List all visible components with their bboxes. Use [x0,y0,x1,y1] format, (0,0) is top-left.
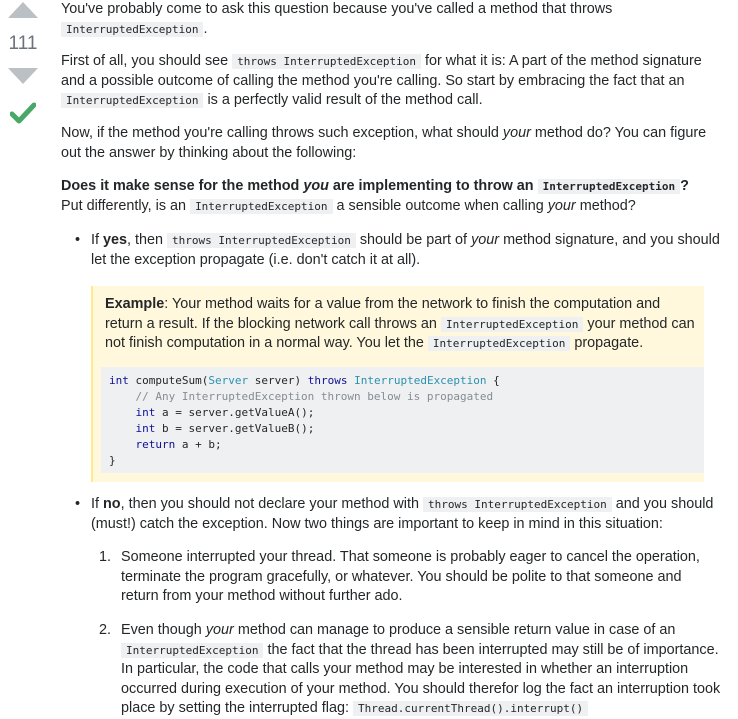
ordered-item-2: 2. Even though your method can manage to produce a sensible return value in case of an InterruptedException the fact that the thread has been interrupted may still be of importance. In particular, the code that calls your method may be interested in whether an interruption occurred during execution of your method. You should therefor log the fact an interruption took place by setting the interrupted flag: Thread.currentThread().interrupt() [99,622,721,716]
intro-paragraph: You've probably come to ask this question because you've called a method that throws InterruptedException . [61,1,613,37]
downvote-arrow-icon[interactable] [8,68,38,84]
inline-code: Thread.currentThread().interrupt() [353,701,588,716]
code-block: int computeSum(Server server) throws InterruptedException { // Any InterruptedException thrown below is propagated int a = server.getValueA(); int b = server.getValueB(); return a + b; } [101,367,704,473]
list-item-no: • If no, then you should not declare your method with throws InterruptedException and you should (must!) catch the exception. Now two things are important to keep in mind in this situation: [75,496,714,532]
bullet-icon: • [75,232,81,248]
inline-code: InterruptedException [441,317,583,332]
inline-code: throws InterruptedException [167,233,356,248]
inline-code: InterruptedException [428,336,570,351]
inline-code: InterruptedException [61,22,203,37]
upvote-arrow-icon[interactable] [8,2,38,18]
key-question: Does it make sense for the method you are implementing to throw an InterruptedException ? Put differently, is an InterruptedException a sensible outcome when calling your method? [61,178,689,214]
paragraph-question: Now, if the method you're calling throws such exception, what should your method do? You can figure out the answer by thinking about the following: [61,125,707,161]
inline-code: InterruptedException [121,643,263,658]
ordered-item-1: 1. Someone interrupted your thread. That someone is probably eager to cancel the operation, terminate the program gracefully, or whatever. You should be polite to that someone and return from your method without further ado. [99,549,700,604]
inline-code: InterruptedException [538,179,680,194]
example-callout [91,286,704,482]
bullet-icon: • [75,496,81,512]
inline-code: throws InterruptedException [232,54,421,69]
inline-code: throws InterruptedException [423,497,612,512]
inline-code: InterruptedException [61,93,203,108]
vote-count: 111 [8,33,38,54]
accepted-check-icon [10,102,36,124]
paragraph-signature: First of all, you should see throws InterruptedException for what it is: A part of the method signature and a possible outcome of calling the method you're calling. So start by embracing the fact that an InterruptedException is a perfectly valid result of the method call. [61,53,702,108]
example-text: Example: Your method waits for a value from the network to finish the computation and return a result. If the blocking network call throws an InterruptedException your method can not finish computation in a normal way. You let the InterruptedException propagate. [105,296,695,351]
inline-code: InterruptedException [190,199,332,214]
list-item-yes: • If yes, then throws InterruptedException should be part of your method signature, and you should let the exception propagate (i.e. don't catch it at all). [75,232,720,268]
